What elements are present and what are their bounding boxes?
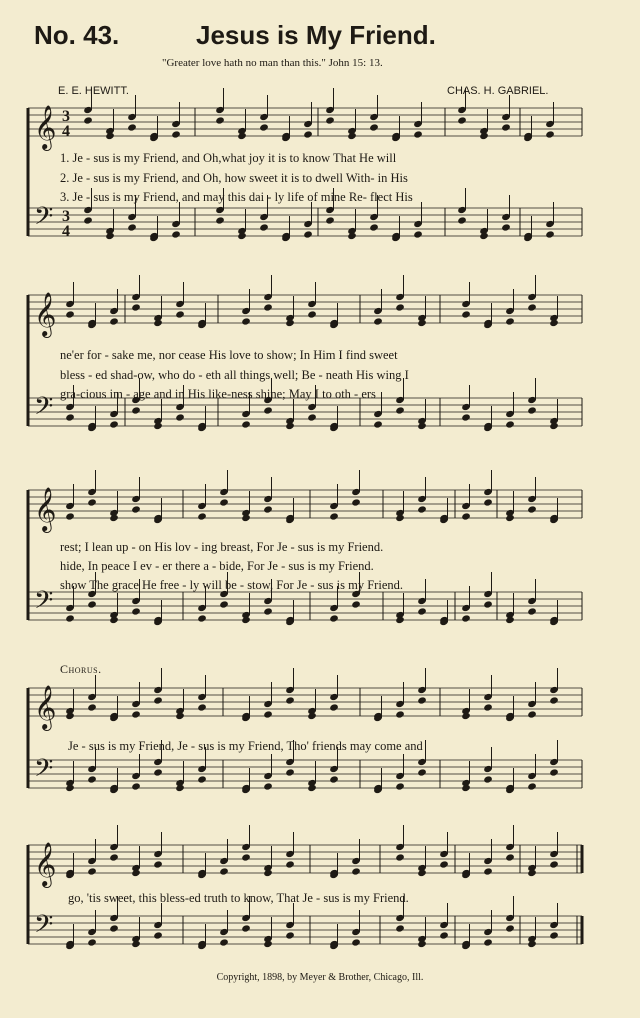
note-head	[263, 303, 273, 311]
note-head	[351, 498, 361, 506]
note-head	[65, 512, 75, 520]
note-head	[483, 498, 493, 506]
note-head	[263, 710, 273, 718]
note-head	[351, 938, 361, 946]
note-head	[549, 860, 559, 868]
note-head	[153, 696, 163, 704]
note-head	[285, 931, 295, 939]
note-head	[109, 317, 119, 325]
note-head	[413, 230, 423, 238]
note-head	[197, 614, 207, 622]
note-head	[219, 498, 229, 506]
note-head	[65, 614, 75, 622]
note-head	[175, 310, 185, 318]
treble-clef-icon: 𝄞	[34, 842, 57, 886]
treble-clef-icon: 𝄞	[34, 487, 57, 531]
note-head	[417, 768, 427, 776]
note-head	[303, 130, 313, 138]
composer-credit: CHAS. H. GABRIEL.	[447, 85, 549, 97]
time-signature-bottom: 4	[62, 123, 70, 140]
note-head	[461, 512, 471, 520]
note-head	[197, 512, 207, 520]
lyric-line: Je - sus is my Friend, Je - sus is my Friend, Tho' friends may come and	[68, 739, 423, 753]
note-head	[285, 768, 295, 776]
note-head	[417, 696, 427, 704]
note-head	[171, 230, 181, 238]
note-head	[215, 116, 225, 124]
note-head	[109, 420, 119, 428]
note-head	[395, 710, 405, 718]
note-head	[153, 931, 163, 939]
note-head	[417, 607, 427, 615]
note-head	[461, 413, 471, 421]
bass-clef-icon: 𝄢	[34, 586, 54, 621]
note-head	[329, 614, 339, 622]
note-head	[263, 505, 273, 513]
bass-clef-icon: 𝄢	[34, 910, 54, 945]
note-head	[65, 310, 75, 318]
note-head	[131, 303, 141, 311]
lyric-line: 3. Je - sus is my Friend, and may this dai - ly life of mine Re- flect His	[60, 190, 413, 204]
lyric-line: 2. Je - sus is my Friend, and Oh, how sweet it is to dwell With- in His	[60, 171, 408, 185]
note-head	[483, 938, 493, 946]
note-head	[241, 420, 251, 428]
note-head	[545, 130, 555, 138]
lyric-line: rest; I lean up - on His lov - ing breast, For Je - sus is my Friend.	[60, 540, 384, 554]
note-head	[325, 216, 335, 224]
note-head	[483, 867, 493, 875]
note-head	[501, 123, 511, 131]
note-head	[527, 607, 537, 615]
note-head	[369, 223, 379, 231]
note-head	[417, 505, 427, 513]
note-head	[259, 223, 269, 231]
note-head	[329, 512, 339, 520]
note-head	[87, 703, 97, 711]
note-head	[241, 317, 251, 325]
time-signature-top: 3	[62, 108, 70, 125]
note-head	[549, 931, 559, 939]
note-head	[131, 782, 141, 790]
copyright-notice: Copyright, 1898, by Meyer & Brother, Chicago, Ill.	[216, 972, 424, 983]
note-head	[175, 413, 185, 421]
bass-clef-icon: 𝄢	[34, 392, 54, 427]
treble-clef-icon: 𝄞	[34, 685, 57, 729]
note-head	[395, 924, 405, 932]
note-head	[241, 853, 251, 861]
note-head	[87, 498, 97, 506]
note-head	[285, 860, 295, 868]
note-head	[395, 406, 405, 414]
note-head	[87, 938, 97, 946]
note-head	[263, 782, 273, 790]
note-head	[505, 317, 515, 325]
note-head	[127, 223, 137, 231]
note-head	[457, 216, 467, 224]
note-head	[483, 600, 493, 608]
note-head	[241, 924, 251, 932]
note-head	[285, 696, 295, 704]
note-head	[307, 310, 317, 318]
note-head	[439, 931, 449, 939]
hymn-number: No. 43.	[34, 20, 120, 50]
lyric-line: 1. Je - sus is my Friend, and Oh,what joy it is to know That He will	[60, 151, 397, 165]
note-head	[171, 130, 181, 138]
note-head	[527, 406, 537, 414]
note-head	[87, 600, 97, 608]
note-head	[369, 123, 379, 131]
note-head	[263, 406, 273, 414]
note-head	[219, 600, 229, 608]
lyricist-credit: E. E. HEWITT.	[58, 85, 129, 97]
lyric-line: go, 'tis sweet, this bless-ed truth to know, That Je - sus is my Friend.	[68, 891, 409, 905]
note-head	[413, 130, 423, 138]
lyric-line: show The grace He free - ly will be - stow, For Je - sus is my Friend.	[60, 578, 403, 592]
note-head	[483, 703, 493, 711]
time-signature-bottom: 4	[62, 223, 70, 240]
chorus-label: Chorus.	[60, 662, 102, 676]
treble-clef-icon: 𝄞	[34, 105, 57, 149]
note-head	[527, 710, 537, 718]
note-head	[263, 607, 273, 615]
note-head	[351, 867, 361, 875]
note-head	[87, 867, 97, 875]
note-head	[87, 775, 97, 783]
note-head	[109, 853, 119, 861]
note-head	[219, 938, 229, 946]
note-head	[505, 420, 515, 428]
note-head	[439, 860, 449, 868]
note-head	[457, 116, 467, 124]
note-head	[395, 853, 405, 861]
note-head	[131, 406, 141, 414]
treble-clef-icon: 𝄞	[34, 292, 57, 336]
note-head	[109, 924, 119, 932]
note-head	[131, 710, 141, 718]
note-head	[131, 607, 141, 615]
note-head	[83, 116, 93, 124]
note-head	[505, 853, 515, 861]
note-head	[219, 867, 229, 875]
note-head	[329, 703, 339, 711]
note-head	[395, 303, 405, 311]
note-head	[197, 703, 207, 711]
lyric-line: hide, In peace I ev - er there a - bide, For Je - sus is my Friend.	[60, 559, 374, 573]
bass-clef-icon: 𝄢	[34, 202, 54, 237]
lyric-line: bless - ed shad-ow, who do - eth all things well; Be - neath His wing I	[60, 368, 409, 382]
note-head	[527, 782, 537, 790]
note-head	[483, 775, 493, 783]
scripture-epigraph: "Greater love hath no man than this." John 15: 13.	[162, 57, 383, 69]
note-head	[527, 505, 537, 513]
note-head	[373, 420, 383, 428]
note-head	[197, 775, 207, 783]
note-head	[325, 116, 335, 124]
note-head	[259, 123, 269, 131]
lyric-line: gra-cious im - age and in His like-ness shine; May I to oth - ers	[60, 387, 376, 401]
note-head	[545, 230, 555, 238]
note-head	[215, 216, 225, 224]
note-head	[395, 782, 405, 790]
note-head	[83, 216, 93, 224]
note-head	[65, 413, 75, 421]
note-head	[351, 600, 361, 608]
note-head	[307, 413, 317, 421]
bass-clef-icon: 𝄢	[34, 754, 54, 789]
time-signature-top: 3	[62, 208, 70, 225]
note-head	[461, 614, 471, 622]
note-head	[461, 310, 471, 318]
note-head	[153, 860, 163, 868]
note-head	[527, 303, 537, 311]
lyric-line: ne'er for - sake me, nor cease His love to show; In Him I find sweet	[60, 348, 398, 362]
note-head	[329, 775, 339, 783]
note-head	[505, 924, 515, 932]
note-head	[373, 317, 383, 325]
note-head	[549, 696, 559, 704]
note-head	[303, 230, 313, 238]
note-head	[127, 123, 137, 131]
note-head	[549, 768, 559, 776]
note-head	[501, 223, 511, 231]
note-head	[131, 505, 141, 513]
hymn-title: Jesus is My Friend.	[196, 20, 436, 50]
note-head	[153, 768, 163, 776]
